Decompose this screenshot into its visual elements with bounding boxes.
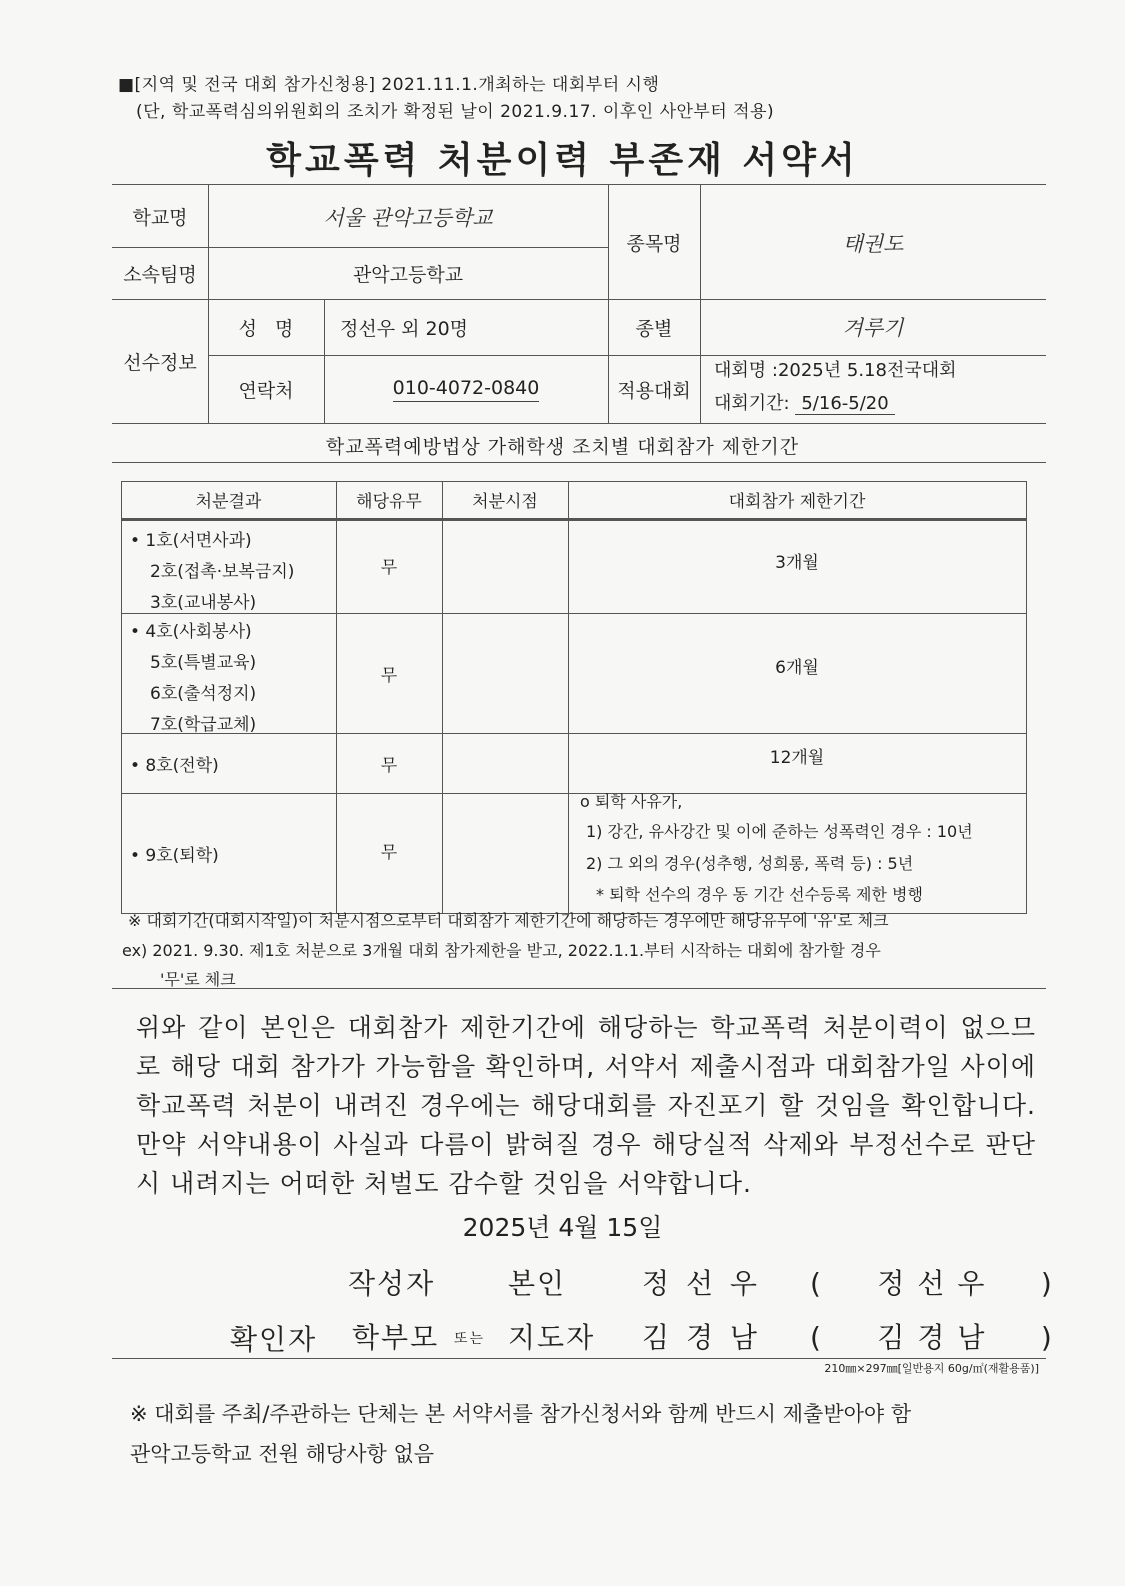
confirm-role: 확인자 xyxy=(230,1323,318,1356)
team-name: 관악고등학교 xyxy=(352,263,464,286)
result-item: 5호(특별교육) xyxy=(150,653,257,673)
table-border xyxy=(1026,481,1027,913)
document-title: 학교폭력 처분이력 부존재 서약서 xyxy=(266,140,859,181)
pledge-date: 2025년 4월 15일 xyxy=(462,1213,663,1242)
time-value xyxy=(442,613,568,733)
name-label: 성 명 xyxy=(238,317,294,340)
player-info-label: 선수정보 xyxy=(123,351,197,374)
competition-period xyxy=(714,389,895,415)
table-border xyxy=(121,481,122,913)
writer-name: 정 선 우 xyxy=(642,1267,761,1300)
result-item: • 1호(서면사과) xyxy=(130,531,252,551)
result-item: 7호(학급교체) xyxy=(150,715,257,735)
applicable-value: 무 xyxy=(380,843,398,863)
header-period: 대회참가 제한기간 xyxy=(728,492,866,512)
header-applicable: 해당유무 xyxy=(356,492,422,512)
contact-label: 연락처 xyxy=(238,379,294,402)
event-label: 종별 xyxy=(635,317,673,340)
player-name: 정선우 외 20명 xyxy=(340,317,469,340)
competition-period-label: 대회기간: xyxy=(714,393,790,414)
footnote: ※ 대회기간(대회시작일)이 처분시점으로부터 대회참가 제한기간에 해당하는 경우에만 해당유무에 '유'로 체크 xyxy=(128,911,889,930)
confirm-signature: ( 김 경 남 ) xyxy=(810,1321,1054,1354)
period-value: 3개월 xyxy=(775,553,819,573)
time-value xyxy=(442,793,568,913)
confirm-name: 김 경 남 xyxy=(642,1321,761,1354)
confirm-relation-parent: 학부모 xyxy=(352,1321,440,1354)
expulsion-note: * 퇴학 선수의 경우 동 기간 선수등록 제한 병행 xyxy=(596,885,923,904)
result-item: • 4호(사회봉사) xyxy=(130,622,252,642)
footnote-example: ex) 2021. 9.30. 제1호 처분으로 3개월 대회 참가제한을 받고, 2022.1.1.부터 시작하는 대회에 참가할 경우 xyxy=(122,941,881,960)
writer-relation: 본인 xyxy=(508,1267,567,1300)
table-border xyxy=(112,184,1046,185)
time-value xyxy=(442,518,568,613)
result-item: 6호(출석정지) xyxy=(150,684,257,704)
expulsion-rule: 2) 그 외의 경우(성추행, 성희롱, 폭력 등) : 5년 xyxy=(586,854,914,873)
header-result: 처분결과 xyxy=(195,492,262,512)
footnote-example-cont: '무'로 체크 xyxy=(160,970,236,989)
sport-label: 종목명 xyxy=(626,233,682,255)
header-time: 처분시점 xyxy=(472,492,538,512)
divider xyxy=(112,1358,1046,1359)
application-note-detail: (단, 학교폭력심의위원회의 조치가 확정된 날이 2021.9.17. 이후인 사안부터 적용) xyxy=(136,102,775,122)
time-value xyxy=(442,733,568,793)
table-border xyxy=(112,423,1046,424)
bottom-remark: 관악고등학교 전원 해당사항 없음 xyxy=(130,1442,435,1466)
competition-period-value: 5/16-5/20 xyxy=(795,393,894,415)
applicable-value: 무 xyxy=(380,755,398,776)
contact-number xyxy=(324,355,608,423)
expulsion-rule: 1) 강간, 유사강간 및 이에 준하는 성폭력인 경우 : 10년 xyxy=(586,822,973,841)
expulsion-reason: o 퇴학 사유가, xyxy=(580,792,683,811)
writer-signature: ( 정 선 우 ) xyxy=(810,1267,1054,1300)
period-value: 6개월 xyxy=(775,658,819,678)
applicable-value: 무 xyxy=(380,665,398,686)
school-name: 서울 관악고등학교 xyxy=(323,205,493,230)
application-note: ■[지역 및 전국 대회 참가신청용] 2021.11.1.개최하는 대회부터 시행 xyxy=(118,75,660,95)
competition-name: 대회명 :2025년 5.18전국대회 xyxy=(714,360,957,381)
team-label: 소속팀명 xyxy=(123,263,197,286)
apply-label: 적용대회 xyxy=(617,379,691,402)
sport-name: 태권도 xyxy=(842,231,904,256)
contact-value: 010-4072-0840 xyxy=(393,377,540,402)
result-item: 3호(교내봉사) xyxy=(150,593,257,613)
bottom-note: ※ 대회를 주최/주관하는 단체는 본 서약서를 참가신청서와 함께 반드시 제출받아야 함 xyxy=(130,1402,912,1426)
result-item: • 9호(퇴학) xyxy=(130,845,219,866)
table-border xyxy=(112,462,1046,463)
school-label: 학교명 xyxy=(132,207,188,229)
pledge-text: 위와 같이 본인은 대회참가 제한기간에 해당하는 학교폭력 처분이력이 없으므로 해당 대회 참가가 가능함을 확인하며, 서약서 제출시점과 대회참가일 사이에 학교폭력 처분이 내려진 경우에는 해당대회를 자진포기 할 것임을 확인합니다. 만약 서약내용이 사실과 다름이 밝혀질 경우 해당실적 삭제와 부정선수로 판단 시 내려지는 어떠한 처벌도 감수할 것임을 서약합니다. xyxy=(136,1013,1036,1198)
restriction-subtitle: 학교폭력예방법상 가해학생 조치별 대회참가 제한기간 xyxy=(325,436,800,458)
writer-role: 작성자 xyxy=(348,1267,436,1300)
result-item: • 8호(전학) xyxy=(130,755,219,776)
confirm-relation-coach: 지도자 xyxy=(508,1321,596,1354)
confirm-or: 또는 xyxy=(454,1331,486,1347)
event-name: 겨루기 xyxy=(842,316,904,340)
applicable-value: 무 xyxy=(380,558,398,578)
period-value: 12개월 xyxy=(769,748,825,768)
divider xyxy=(112,988,1046,989)
result-item: 2호(접촉·보복금지) xyxy=(150,562,295,582)
paper-spec: 210㎜×297㎜[일반용지 60g/㎡(재활용품)] xyxy=(824,1362,1039,1375)
